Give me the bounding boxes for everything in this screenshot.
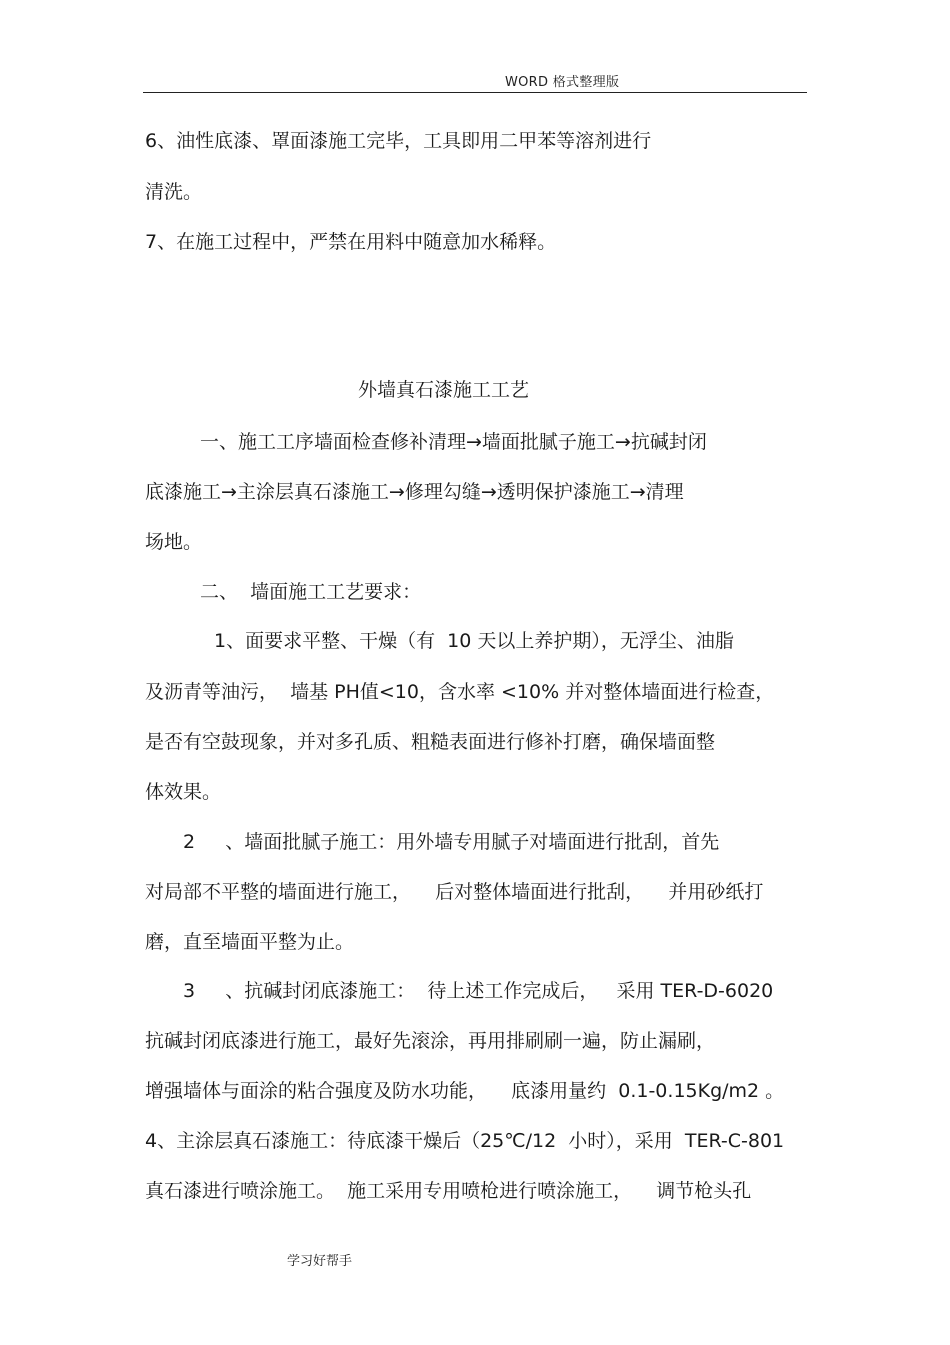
- header-text: WORD 格式整理版: [505, 75, 620, 90]
- paragraph-line: 及沥青等油污， 墙基 PH值<10，含水率 <10% 并对整体墙面进行检查，: [145, 681, 775, 703]
- section-title: 外墙真石漆施工工艺: [358, 379, 530, 401]
- paragraph-line: 二、 墙面施工工艺要求：: [200, 581, 422, 603]
- paragraph-line: 磨，直至墙面平整为止。: [145, 931, 355, 953]
- paragraph-line: 是否有空鼓现象，并对多孔质、粗糙表面进行修补打磨，确保墙面整: [145, 731, 716, 753]
- paragraph-line: 1、面要求平整、干燥（有 10 天以上养护期），无浮尘、油脂: [214, 630, 734, 652]
- page-footer: 学习好帮手: [287, 1254, 353, 1269]
- paragraph-line: 3 、抗碱封闭底漆施工： 待上述工作完成后， 采用 TER-D-6020: [183, 980, 774, 1002]
- paragraph-line: 真石漆进行喷涂施工。 施工采用专用喷枪进行喷涂施工， 调节枪头孔: [145, 1180, 752, 1202]
- paragraph-line: 体效果。: [145, 781, 222, 803]
- paragraph-line: 场地。: [145, 531, 203, 553]
- paragraph-line: 7、在施工过程中，严禁在用料中随意加水稀释。: [145, 231, 557, 253]
- paragraph-line: 对局部不平整的墙面进行施工， 后对整体墙面进行批刮， 并用砂纸打: [145, 881, 764, 903]
- paragraph-line: 底漆施工→主涂层真石漆施工→修理勾缝→透明保护漆施工→清理: [145, 481, 684, 503]
- paragraph-line: 一、施工工序墙面检查修补清理→墙面批腻子施工→抗碱封闭: [200, 431, 707, 453]
- paragraph-line: 6、油性底漆、罩面漆施工完毕，工具即用二甲苯等溶剂进行: [145, 130, 652, 152]
- paragraph-line: 清洗。: [145, 181, 203, 203]
- paragraph-line: 4、主涂层真石漆施工：待底漆干燥后（25℃/12 小时），采用 TER-C-801: [145, 1130, 785, 1152]
- paragraph-line: 增强墙体与面涂的粘合强度及防水功能， 底漆用量约 0.1-0.15Kg/m2 。: [145, 1080, 785, 1102]
- page-header: [143, 64, 807, 93]
- paragraph-line: 2 、墙面批腻子施工：用外墙专用腻子对墙面进行批刮，首先: [183, 831, 720, 853]
- paragraph-line: 抗碱封闭底漆进行施工，最好先滚涂，再用排刷刷一遍，防止漏刷，: [145, 1030, 716, 1052]
